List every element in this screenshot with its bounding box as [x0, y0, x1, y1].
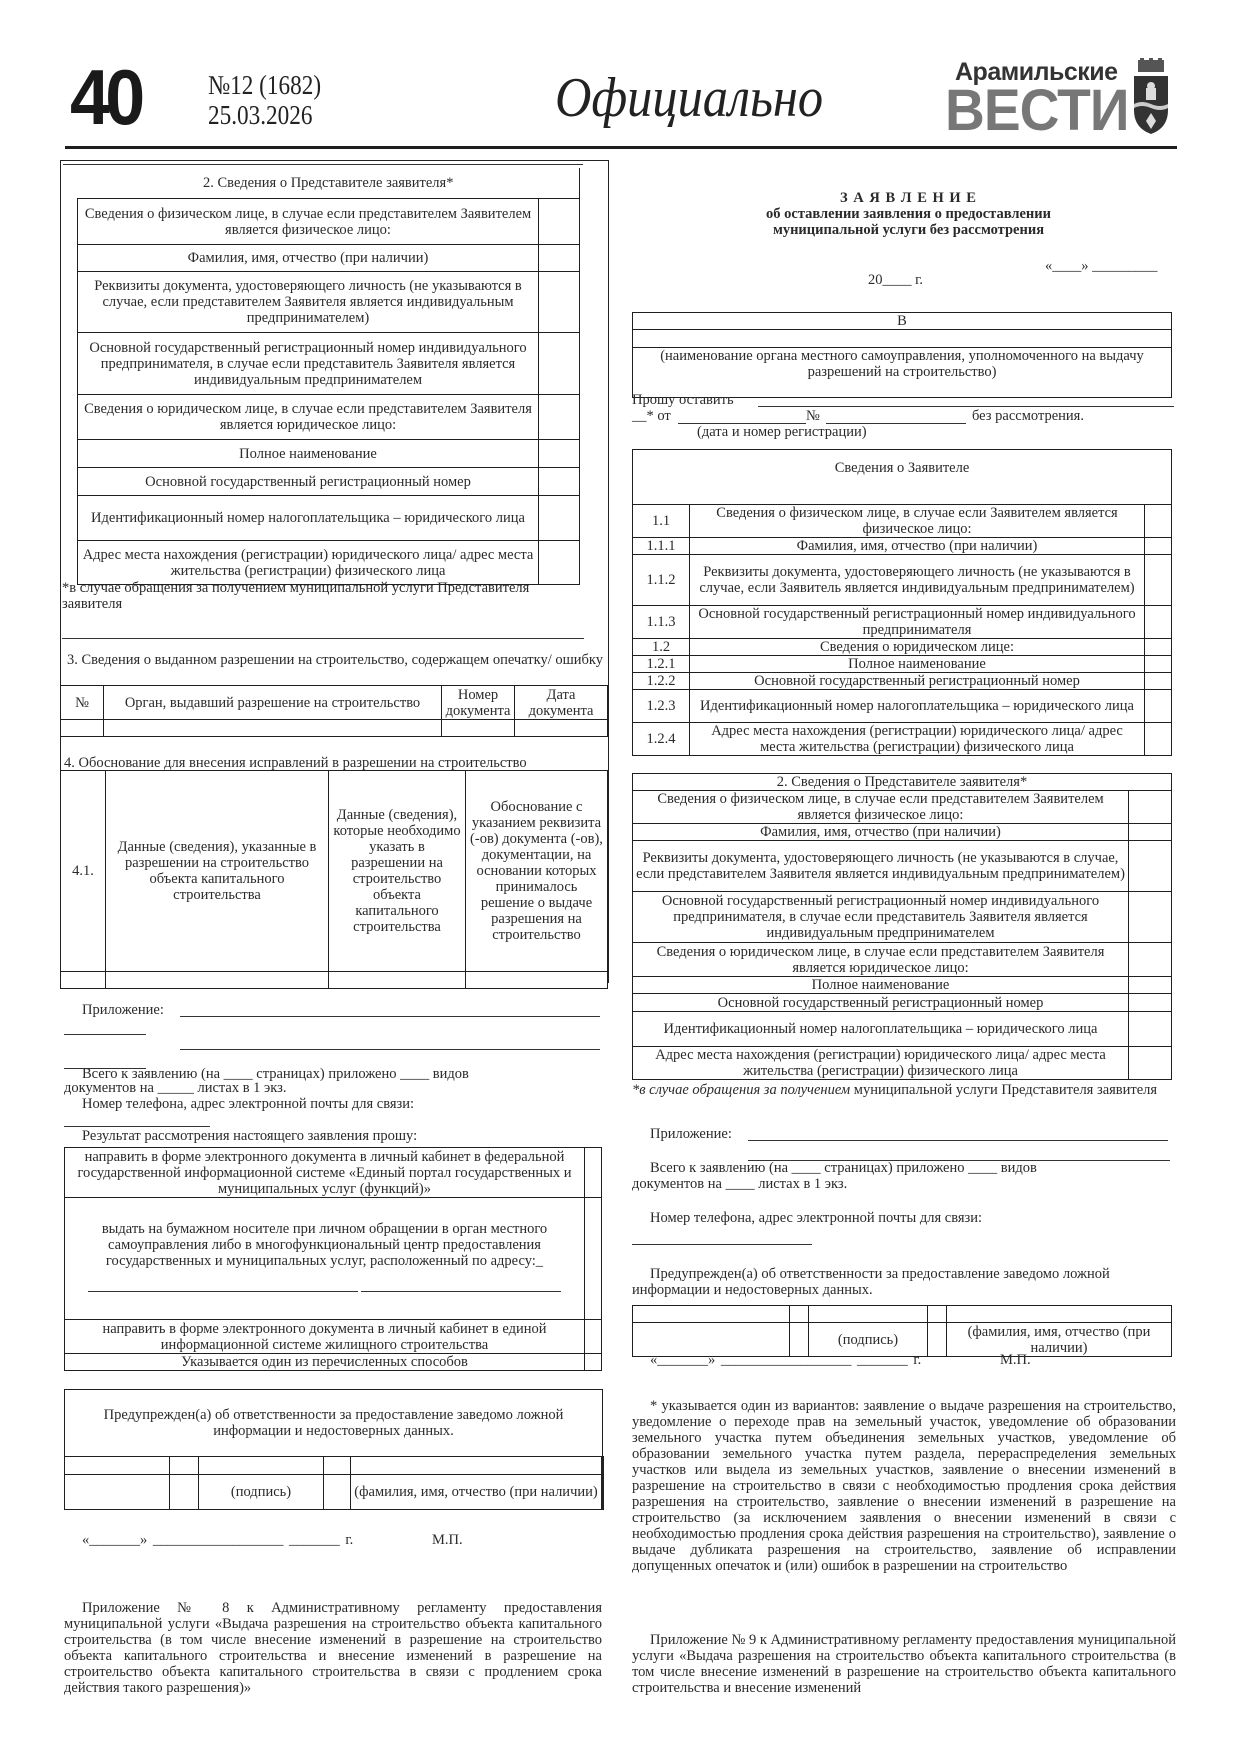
sig-cell[interactable]: [199, 1457, 324, 1475]
rep-row: Основной государственный регистрационный номер индивидуального предпринимателя, в случае если представитель Заявителя является индивидуальным предпринимателем: [633, 892, 1129, 943]
result-option-note: Указывается один из перечисленных способов: [65, 1354, 585, 1371]
footnote-variants: * указывается один из вариантов: заявление о выдаче разрешения на строительство, уведомление о переходе прав на земельный участок, уведомление об образовании земельного участка путем объединения земельных участков, уведомление об образовании земельного участка путем раздела, перераспределения земельных участков или выдела из земельных участков, заявление о внесении изменений в разрешение на строительство в связи с необходимостью продления срока действия разрешения на строительство, заявление о внесении изменений в разрешение на строительство (за исключением заявления о внесении изменений в связи с необходимостью продления срока действия разрешения на строительство), заявление о выдаче дубликата разрешения на строительство, заявление об исправлении допущенных опечаток и (или) ошибок в разрешении на строительство: [632, 1398, 1176, 1574]
rep-value-cell[interactable]: [1129, 892, 1172, 943]
rep-value-cell[interactable]: [1129, 824, 1172, 841]
rep-value-cell[interactable]: [1129, 977, 1172, 994]
authority-caption: (наименование органа местного самоуправления, уполномоченного на выдачу разрешений на строительство): [633, 348, 1172, 398]
section4-cell[interactable]: [466, 972, 608, 989]
applicant-row-num: 1.2.4: [633, 723, 690, 756]
applicant-value-cell[interactable]: [1145, 606, 1172, 639]
sig-cell: [324, 1457, 351, 1475]
contact-line[interactable]: [632, 1244, 812, 1245]
applicant-row-text: Сведения о юридическом лице:: [690, 639, 1145, 656]
left-contact-label: Номер телефона, адрес электронной почты для связи:: [82, 1096, 415, 1112]
applicant-value-cell[interactable]: [1145, 555, 1172, 606]
section4-table: [60, 770, 608, 989]
left-signature-label: (подпись): [199, 1475, 324, 1510]
attachment-line[interactable]: [64, 1034, 146, 1035]
right-fio-label: (фамилия, имя, отчество (при наличии): [947, 1323, 1172, 1357]
section3-cell[interactable]: [61, 720, 104, 737]
left-total-line2: документов на _____ листах в 1 экз.: [64, 1080, 287, 1096]
left-result-label: Результат рассмотрения настоящего заявления прошу:: [82, 1128, 418, 1144]
applicant-row-text: Полное наименование: [690, 656, 1145, 673]
sig-cell: [324, 1475, 351, 1510]
rep-value-cell[interactable]: [539, 199, 580, 245]
address-line[interactable]: [88, 1279, 358, 1292]
applicant-row-text: Сведения о физическом лице, в случае если Заявителем является физическое лицо:: [690, 505, 1145, 538]
rep-value-cell[interactable]: [539, 245, 580, 272]
footnote-italic: *в случае обращения за получением: [632, 1082, 851, 1098]
left-frame-topline: [63, 164, 583, 165]
applicant-value-cell[interactable]: [1145, 673, 1172, 690]
applicant-row-text: Реквизиты документа, удостоверяющего личность (не указываются в случае, если Заявитель является индивидуальным предпринимателем): [690, 555, 1145, 606]
rep-row: Полное наименование: [633, 977, 1129, 994]
rep-row: Основной государственный регистрационный номер: [78, 468, 539, 496]
brand-name-top: Арамильские: [955, 58, 1118, 86]
right-representative-table: [632, 773, 1172, 1080]
request-line[interactable]: [758, 406, 1174, 407]
section3-header-org: Орган, выдавший разрешение на строительство: [104, 686, 442, 720]
request-line-1: Прошу оставить: [632, 392, 734, 408]
sig-cell[interactable]: [633, 1306, 790, 1323]
sig-cell[interactable]: [65, 1457, 170, 1475]
rep-value-cell[interactable]: [539, 395, 580, 440]
attachment-line[interactable]: [180, 1016, 600, 1017]
right-total-line2: документов на ____ листах в 1 экз.: [632, 1176, 848, 1192]
to-label: В: [633, 313, 1172, 330]
applicant-row-num: 1.1.1: [633, 538, 690, 555]
right-signature-label: (подпись): [809, 1323, 928, 1357]
applicant-value-cell[interactable]: [1145, 639, 1172, 656]
right-contact-label: Номер телефона, адрес электронной почты для связи:: [650, 1210, 983, 1226]
applicant-row-num: 1.2.1: [633, 656, 690, 673]
authority-input[interactable]: [633, 330, 1172, 348]
rep-value-cell[interactable]: [539, 272, 580, 333]
applicant-table: [632, 449, 1172, 756]
applicant-value-cell[interactable]: [1145, 690, 1172, 723]
applicant-row-text: Основной государственный регистрационный номер: [690, 673, 1145, 690]
result-option-paper: [65, 1198, 585, 1320]
applicant-row-num: 1.1.2: [633, 555, 690, 606]
header-rule: [65, 146, 1177, 149]
applicant-value-cell[interactable]: [1145, 538, 1172, 555]
left-stamp: М.П.: [432, 1532, 463, 1548]
rep-value-cell[interactable]: [539, 541, 580, 585]
doc-subtitle-1: об оставлении заявления о предоставлении: [766, 206, 1051, 222]
appendix-9: Приложение № 9 к Административному регламенту предоставления муниципальной услуги «Выдача разрешения на строительство объекта капитального строительства (в том числе внесение изменений в разрешение на строительство объекта капитального строительства и внесение изменений: [632, 1632, 1176, 1696]
result-option-check[interactable]: [585, 1320, 602, 1354]
rep-value-cell[interactable]: [539, 333, 580, 395]
rep-row: Сведения о физическом лице, в случае если представителем Заявителем является физическое лицо:: [78, 199, 539, 245]
left-date-line: «_______» __________________ _______ г.: [82, 1532, 354, 1548]
request-suffix: без рассмотрения.: [972, 408, 1084, 424]
section3-header-num: №: [61, 686, 104, 720]
result-options-table: [64, 1147, 602, 1371]
issue-date: 25.03.2026: [208, 100, 313, 130]
section4-cell[interactable]: [329, 972, 466, 989]
rep-value-cell[interactable]: [539, 440, 580, 468]
rep-value-cell[interactable]: [1129, 841, 1172, 892]
section4-cell[interactable]: [106, 972, 329, 989]
left-attachment-label: Приложение:: [82, 1002, 164, 1018]
rep-row: Основной государственный регистрационный номер: [633, 994, 1129, 1012]
rep-value-cell[interactable]: [1129, 994, 1172, 1012]
rep-row: Сведения о физическом лице, в случае если представителем Заявителем является физическое лицо:: [633, 791, 1129, 824]
attachment-line[interactable]: [180, 1049, 600, 1050]
sig-cell[interactable]: [65, 1475, 170, 1510]
applicant-row-text: Адрес места нахождения (регистрации) юридического лица/ адрес места жительства (регистрации) физического лица: [690, 723, 1145, 756]
left-representative-table: [77, 168, 580, 585]
rep-row: Основной государственный регистрационный номер индивидуального предпринимателя, в случае если представитель Заявителя является индивидуальным предпринимателем: [78, 333, 539, 395]
applicant-row-num: 1.2.3: [633, 690, 690, 723]
result-option-portal: направить в форме электронного документа в личный кабинет в федеральной государственной информационной системе «Единый портал государственных и муниципальных услуг (функций)»: [65, 1148, 585, 1198]
section4-col2: Данные (сведения), которые необходимо указать в разрешении на строительство объекта капитального строительства: [329, 771, 466, 972]
rep-row: Сведения о юридическом лице, в случае если представителем Заявителя является юридическое лицо:: [633, 943, 1129, 977]
right-rep-title: 2. Сведения о Представителе заявителя*: [633, 774, 1172, 791]
contact-line[interactable]: [64, 1126, 210, 1127]
applicant-row-text: Основной государственный регистрационный номер индивидуального предпринимателя: [690, 606, 1145, 639]
section3-table: [60, 685, 608, 737]
left-signature-table: [64, 1389, 604, 1510]
address-line[interactable]: [361, 1279, 561, 1292]
attachment-line[interactable]: [748, 1140, 1168, 1141]
left-warning: Предупрежден(а) об ответственности за предоставление заведомо ложной информации и недостоверных данных.: [65, 1390, 603, 1457]
rep-row: Адрес места нахождения (регистрации) юридического лица/ адрес места жительства (регистрации) физического лица: [78, 541, 539, 585]
divider: [62, 638, 584, 639]
section3-cell[interactable]: [442, 720, 515, 737]
right-total-line1: Всего к заявлению (на ____ страницах) приложено ____ видов: [650, 1160, 1037, 1176]
applicant-row-num: 1.2.2: [633, 673, 690, 690]
applicant-row-num: 1.1.3: [633, 606, 690, 639]
section3-cell[interactable]: [104, 720, 442, 737]
section3-title: 3. Сведения о выданном разрешении на строительство, содержащем опечатку/ ошибку: [67, 652, 603, 668]
section4-title: 4. Обоснование для внесения исправлений в разрешении на строительство: [64, 755, 527, 771]
section3-header-docnum: Номер документа: [442, 686, 515, 720]
rep-value-cell[interactable]: [1129, 791, 1172, 824]
section4-col3: Обоснование с указанием реквизита (-ов) документа (-ов), документации, на основании которых принималось решение о выдаче разрешения на строительство: [466, 771, 608, 972]
issue-number: №12 (1682): [208, 70, 322, 100]
sig-cell: [170, 1475, 199, 1510]
right-rep-footnote: [632, 1082, 1172, 1098]
sig-cell[interactable]: [809, 1306, 928, 1323]
request-caption: (дата и номер регистрации): [697, 424, 867, 440]
rep-row: Полное наименование: [78, 440, 539, 468]
issue-info: [208, 70, 321, 130]
result-option-check[interactable]: [585, 1198, 602, 1320]
brand-name-main: ВЕСТИ: [945, 78, 1129, 143]
applicant-table-title: Сведения о Заявителе: [633, 450, 1172, 505]
rep-value-cell[interactable]: [1129, 943, 1172, 977]
rep-value-cell[interactable]: [539, 496, 580, 541]
applicant-row-text: Идентификационный номер налогоплательщика – юридического лица: [690, 690, 1145, 723]
rep-value-cell[interactable]: [1129, 1012, 1172, 1047]
left-total-line1: Всего к заявлению (на ____ страницах) приложено ____ видов: [82, 1066, 469, 1082]
left-fio-label: (фамилия, имя, отчество (при наличии): [351, 1475, 603, 1510]
appendix-8: Приложение № 8 к Административному регламенту предоставления муниципальной услуги «Выдача разрешения на строительство объекта капитального строительства (в том числе внесение изменений в разрешение на строительство объекта капитального строительства и внесение изменений в разрешение на строительство объекта капитального строительства в связи с продлением срока действия такого разрешения)»: [64, 1600, 602, 1696]
result-option-check[interactable]: [585, 1354, 602, 1371]
section3-header-docdate: Дата документа: [515, 686, 608, 720]
left-rep-footnote: *в случае обращения за получением муниципальной услуги Представителя заявителя: [62, 580, 530, 612]
rep-row: Реквизиты документа, удостоверяющего личность (не указываются в случае, если представителем Заявителя является индивидуальным предпринимателем): [633, 841, 1129, 892]
rep-row: Сведения о юридическом лице, в случае если представителем Заявителя является юридическое лицо:: [78, 395, 539, 440]
right-warning: Предупрежден(а) об ответственности за предоставление заведомо ложной информации и недостоверных данных.: [632, 1266, 1110, 1298]
applicant-value-cell[interactable]: [1145, 656, 1172, 673]
right-attachment-label: Приложение:: [650, 1126, 732, 1142]
right-stamp: М.П.: [1000, 1352, 1031, 1368]
result-option-check[interactable]: [585, 1148, 602, 1198]
doc-subtitle-2: муниципальной услуги без рассмотрения: [772, 222, 1045, 238]
doc-title: З А Я В Л Е Н И Е: [840, 190, 977, 206]
sig-cell: [928, 1306, 947, 1323]
section3-cell[interactable]: [515, 720, 608, 737]
applicant-row-num: 1.1: [633, 505, 690, 538]
applicant-row-text: Фамилия, имя, отчество (при наличии): [690, 538, 1145, 555]
applicant-value-cell[interactable]: [1145, 723, 1172, 756]
rep-row: Адрес места нахождения (регистрации) юридического лица/ адрес места жительства (регистрации) физического лица: [633, 1047, 1129, 1080]
request-number-sign: №: [806, 408, 820, 424]
date-top[interactable]: «____» _________: [1045, 258, 1158, 274]
rep-row: Фамилия, имя, отчество (при наличии): [633, 824, 1129, 841]
rep-table-title: 2. Сведения о Представителе заявителя*: [78, 168, 580, 199]
sig-cell: [170, 1457, 199, 1475]
sig-cell[interactable]: [351, 1457, 603, 1475]
year-field[interactable]: 20____ г.: [868, 272, 924, 288]
sig-cell: [928, 1323, 947, 1357]
sig-cell[interactable]: [947, 1306, 1172, 1323]
section4-num: 4.1.: [61, 771, 106, 972]
rep-value-cell[interactable]: [539, 468, 580, 496]
request-prefix: __* от: [632, 408, 671, 424]
right-signature-table: [632, 1305, 1172, 1357]
applicant-value-cell[interactable]: [1145, 505, 1172, 538]
footnote-rest: муниципальной услуги Представителя заявителя: [850, 1082, 1158, 1098]
coat-of-arms-icon: [1130, 58, 1172, 136]
section-title: Официально: [555, 67, 824, 129]
rep-value-cell[interactable]: [1129, 1047, 1172, 1080]
page-number: 40: [70, 53, 141, 141]
authority-table: [632, 312, 1172, 398]
result-option-gisogd: направить в форме электронного документа в личный кабинет в единой информационной системе жилищного строительства: [65, 1320, 585, 1354]
right-date-line: «_______» __________________ _______ г.: [650, 1352, 922, 1368]
rep-row: Идентификационный номер налогоплательщика – юридического лица: [633, 1012, 1129, 1047]
section4-col1: Данные (сведения), указанные в разрешении на строительство объекта капитального строительства: [106, 771, 329, 972]
sig-cell: [790, 1306, 809, 1323]
applicant-row-num: 1.2: [633, 639, 690, 656]
section4-cell[interactable]: [61, 972, 106, 989]
rep-row: Фамилия, имя, отчество (при наличии): [78, 245, 539, 272]
rep-row: Идентификационный номер налогоплательщика – юридического лица: [78, 496, 539, 541]
rep-row: Реквизиты документа, удостоверяющего личность (не указываются в случае, если представителем Заявителя является индивидуальным предпринимателем): [78, 272, 539, 333]
result-option-paper-text: выдать на бумажном носителе при личном обращении в орган местного самоуправления либо в многофункциональный центр предоставления государственных и муниципальных услуг, расположенный по адресу:_: [101, 1221, 548, 1269]
